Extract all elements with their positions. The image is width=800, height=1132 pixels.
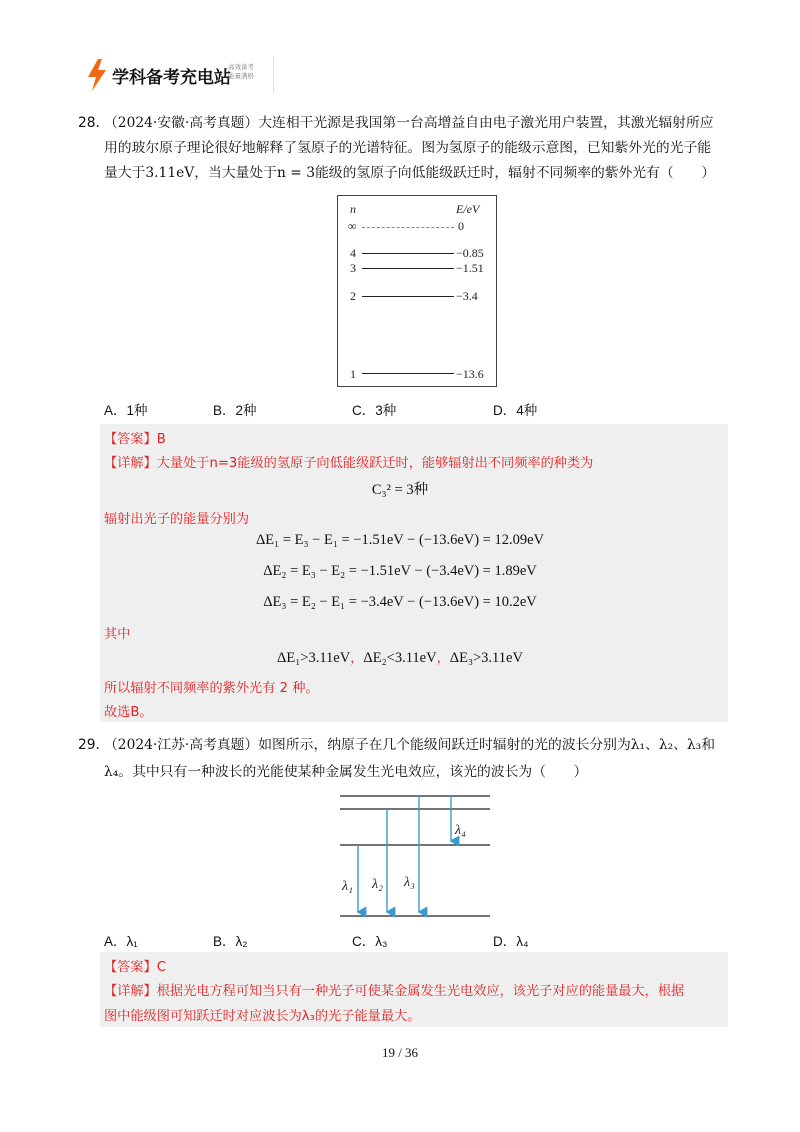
q28-option-c: C．3种 <box>352 403 397 418</box>
q29-detail-1: 【详解】根据光电方程可知当只有一种光子可使某金属发生光电效应，该光子对应的能量最大，根据 <box>104 984 685 999</box>
lambda-2-label: λ₂ <box>372 877 383 892</box>
q29-answer: 【答案】C <box>104 960 166 975</box>
q28-line1: （2024·安徽·高考真题）大连相干光源是我国第一台高增益自由电子激光用户装置，其激光辐射所应 <box>104 115 714 131</box>
level-3-n: 3 <box>350 261 356 275</box>
level-inf-e: 0 <box>458 219 464 233</box>
q28-equation-2: ΔE₂ = E₃ − E₂ = −1.51eV − (−3.4eV) = 1.89eV <box>263 563 537 579</box>
q29-detail-2: 图中能级图可知跃迁时对应波长为λ₃的光子能量最大。 <box>104 1009 421 1024</box>
q28-conclusion-1: 所以辐射不同频率的紫外光有 2 种。 <box>104 681 319 696</box>
q29-line1: （2024·江苏·高考真题）如图所示，纳原子在几个能级间跃迁时辐射的光的波长分别为λ₁、λ₂、λ₃和 <box>104 737 715 753</box>
q28-energy-intro: 辐射出光子的能量分别为 <box>104 512 250 527</box>
logo-title: 学科备考充电站 <box>112 68 231 88</box>
logo-subtitle: 高效备考 能量满格 <box>228 63 254 80</box>
q28-equation-1: ΔE₁ = E₃ − E₁ = −1.51eV − (−13.6eV) = 12.09eV <box>255 532 545 548</box>
level-2-e: −3.4 <box>456 289 478 303</box>
header-logo <box>78 57 274 93</box>
q28-option-b: B．2种 <box>213 403 257 418</box>
level-1-n: 1 <box>350 367 356 381</box>
level-4-line <box>362 253 454 254</box>
level-4-e: −0.85 <box>456 246 484 260</box>
q28-option-a: A．1种 <box>104 403 148 418</box>
level-2-n: 2 <box>350 289 356 303</box>
level-4-n: 4 <box>350 246 356 260</box>
level-inf-line <box>362 227 454 228</box>
q28-equation-3: ΔE₃ = E₂ − E₁ = −3.4eV − (−13.6eV) = 10.2eV <box>263 594 537 610</box>
q29-line2: λ₄。其中只有一种波长的光能使某种金属发生光电效应，该光的波长为（ ） <box>104 764 588 780</box>
energy-axis-label: E/eV <box>456 202 480 216</box>
hydrogen-energy-level-diagram <box>337 195 497 387</box>
lightning-bolt-icon <box>86 59 108 91</box>
level-1-e: −13.6 <box>456 367 484 381</box>
lambda-1-label: λ₁ <box>342 879 353 894</box>
level-3-line <box>362 268 454 269</box>
q28-line2: 用的玻尔原子理论很好地解释了氢原子的光谱特征。图为氢原子的能级示意图，已知紫外光的光子能 <box>104 140 712 156</box>
q28-number: 28． <box>78 115 110 131</box>
q28-among: 其中 <box>104 627 131 642</box>
q29-number: 29． <box>78 737 110 753</box>
q28-comparison: ΔE₁>3.11eV，ΔE₂<3.11eV，ΔE₃>3.11eV <box>277 650 523 666</box>
q29-option-c: C．λ₃ <box>352 934 388 949</box>
n-axis-label: n <box>350 202 356 216</box>
q28-line3: 量大于3.11eV，当大量处于n = 3能级的氢原子向低能级跃迁时，辐射不同频率的紫外光有（ ） <box>104 165 716 181</box>
q28-option-d: D．4种 <box>493 403 538 418</box>
q28-answer: 【答案】B <box>104 432 166 447</box>
q29-option-d: D．λ₄ <box>493 934 529 949</box>
level-3-e: −1.51 <box>456 261 484 275</box>
level-inf-n: ∞ <box>348 219 357 233</box>
q29-option-a: A．λ₁ <box>104 934 138 949</box>
level-2-line <box>362 296 454 297</box>
q28-combination: C₃² = 3种 <box>371 482 429 498</box>
lambda-4-label: λ₄ <box>455 823 466 838</box>
sodium-transition-diagram <box>330 790 500 922</box>
q29-option-b: B．λ₂ <box>213 934 248 949</box>
q28-conclusion-2: 故选B。 <box>104 705 153 720</box>
q28-detail-intro: 【详解】大量处于n=3能级的氢原子向低能级跃迁时，能够辐射出不同频率的种类为 <box>104 456 594 471</box>
page-number: 19 / 36 <box>381 1045 419 1060</box>
lambda-3-label: λ₃ <box>404 875 415 890</box>
level-1-line <box>362 373 454 374</box>
